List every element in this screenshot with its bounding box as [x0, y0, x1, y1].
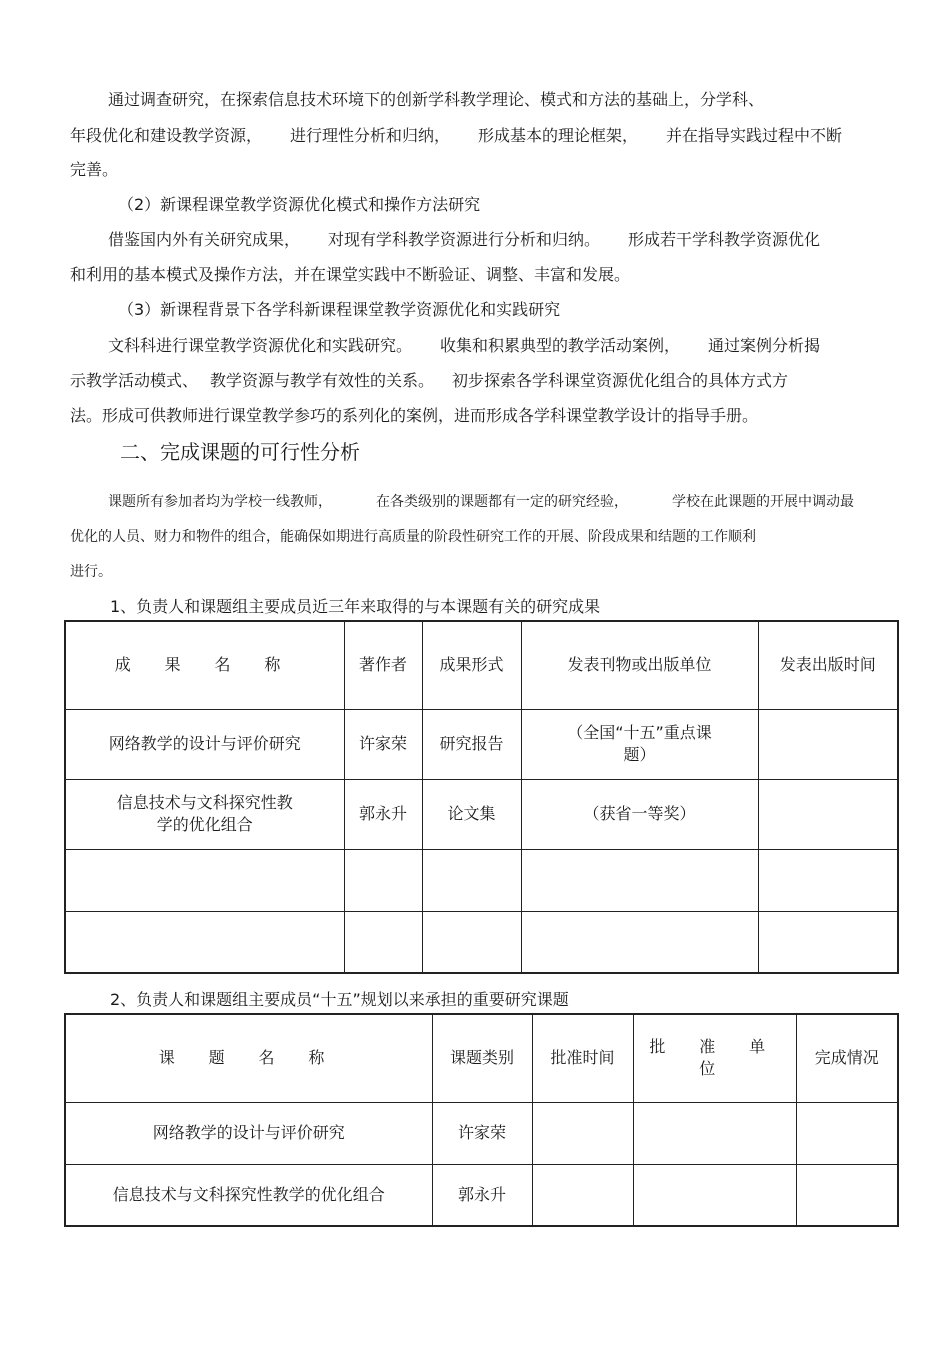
cell-project-name: 网络教学的设计与评价研究	[65, 1102, 432, 1164]
paragraph-2-line-1	[108, 230, 820, 250]
cell-approval-date	[532, 1164, 633, 1226]
header-project-name: 课 题 名 称	[65, 1014, 432, 1102]
cell-publisher	[521, 911, 758, 973]
table-row	[65, 911, 898, 973]
cell-format	[422, 911, 521, 973]
cell-category: 许家荣	[432, 1102, 532, 1164]
cell-format: 论文集	[422, 779, 521, 849]
cell-status	[796, 1102, 898, 1164]
p1-seg-4: 并在指导实践过程中不断	[666, 126, 843, 145]
header-approval-date: 批准时间	[532, 1014, 633, 1102]
subheading-3: （3）新课程背景下各学科新课程课堂教学资源优化和实践研究	[118, 300, 561, 319]
table-row	[65, 849, 898, 911]
p3-seg-2: 收集和积累典型的教学活动案例，	[440, 336, 681, 355]
p3-seg-4: 示教学活动模式、	[70, 371, 199, 390]
section-2-body-line-2: 优化的人员、财力和物件的组合，能确保如期进行高质量的阶段性研究工作的开展、阶段成果和结题的工作顺利	[70, 529, 756, 545]
paragraph-1-line-2	[70, 126, 842, 146]
cell-author: 郭永升	[344, 779, 422, 849]
paragraph-3-line-3: 法。形成可供教师进行课堂教学参巧的系列化的案例，进而形成各学科课堂教学设计的指导手册。	[70, 406, 759, 425]
cell-format	[422, 849, 521, 911]
cell-approval-unit	[633, 1102, 796, 1164]
p3-seg-3: 通过案例分析揭	[708, 336, 821, 355]
cell-approval-date	[532, 1102, 633, 1164]
header-format: 成果形式	[422, 621, 521, 709]
subheading-2: （2）新课程课堂教学资源优化模式和操作方法研究	[118, 195, 481, 214]
p1-seg-2: 进行理性分析和归纳，	[290, 126, 451, 145]
header-completion-status: 完成情况	[796, 1014, 898, 1102]
cell-name: 信息技术与文科探究性教学的优化组合	[65, 779, 344, 849]
paragraph-3-line-2	[70, 371, 788, 391]
paragraph-2-line-2: 和利用的基本模式及操作方法，并在课堂实践中不断验证、调整、丰富和发展。	[70, 265, 631, 284]
p3-seg-1: 文科科进行课堂教学资源优化和实践研究。	[108, 336, 413, 355]
projects-table	[64, 1013, 899, 1227]
p2-seg-2: 对现有学科教学资源进行分析和归纳。	[328, 230, 601, 249]
header-publisher: 发表刊物或出版单位	[521, 621, 758, 709]
table-row	[65, 1164, 898, 1226]
p1-seg-3: 形成基本的理论框架，	[478, 126, 639, 145]
cell-name	[65, 849, 344, 911]
cell-publisher: （获省一等奖）	[521, 779, 758, 849]
s2-seg-2: 在各类级别的课题都有一定的研究经验，	[376, 494, 628, 510]
cell-name	[65, 911, 344, 973]
table-row	[65, 709, 898, 779]
cell-author: 许家荣	[344, 709, 422, 779]
cell-date	[758, 911, 898, 973]
p3-seg-5: 教学资源与教学有效性的关系。	[210, 371, 435, 390]
header-author: 著作者	[344, 621, 422, 709]
section-2-title: 二、完成课题的可行性分析	[120, 440, 360, 464]
table-row	[65, 779, 898, 849]
cell-date	[758, 849, 898, 911]
cell-date	[758, 779, 898, 849]
p1-seg-1: 年段优化和建设教学资源，	[70, 126, 263, 145]
table-1-header-row	[65, 621, 898, 709]
section-2-body-line-1	[108, 492, 854, 512]
table-row	[65, 1102, 898, 1164]
table-2-caption: 2、负责人和课题组主要成员“十五”规划以来承担的重要研究课题	[110, 990, 569, 1009]
cell-name: 网络教学的设计与评价研究	[65, 709, 344, 779]
cell-project-name: 信息技术与文科探究性教学的优化组合	[65, 1164, 432, 1226]
p2-seg-1: 借鉴国内外有关研究成果，	[108, 230, 301, 249]
header-approval-unit: 批 准 单 位	[633, 1014, 796, 1102]
paragraph-3-line-1	[108, 336, 820, 356]
cell-author	[344, 849, 422, 911]
cell-format: 研究报告	[422, 709, 521, 779]
s2-seg-1: 课题所有参加者均为学校一线教师，	[108, 494, 332, 510]
cell-approval-unit	[633, 1164, 796, 1226]
header-publish-date: 发表出版时间	[758, 621, 898, 709]
cell-publisher: （全国“十五”重点课题）	[521, 709, 758, 779]
p2-seg-3: 形成若干学科教学资源优化	[628, 230, 821, 249]
cell-date	[758, 709, 898, 779]
cell-category: 郭永升	[432, 1164, 532, 1226]
achievements-table	[64, 620, 899, 974]
paragraph-1-line-1: 通过调查研究，在探索信息技术环境下的创新学科教学理论、模式和方法的基础上，分学科、	[108, 90, 765, 109]
cell-author	[344, 911, 422, 973]
table-1-caption: 1、负责人和课题组主要成员近三年来取得的与本课题有关的研究成果	[110, 597, 601, 616]
cell-publisher	[521, 849, 758, 911]
cell-status	[796, 1164, 898, 1226]
header-achievement-name: 成 果 名 称	[65, 621, 344, 709]
paragraph-1-line-3: 完善。	[70, 160, 119, 179]
section-2-body-line-3: 进行。	[70, 564, 112, 580]
s2-seg-3: 学校在此课题的开展中调动最	[672, 494, 854, 510]
table-2-header-row	[65, 1014, 898, 1102]
p3-seg-6: 初步探索各学科课堂资源优化组合的具体方式方	[452, 371, 789, 390]
header-project-category: 课题类别	[432, 1014, 532, 1102]
